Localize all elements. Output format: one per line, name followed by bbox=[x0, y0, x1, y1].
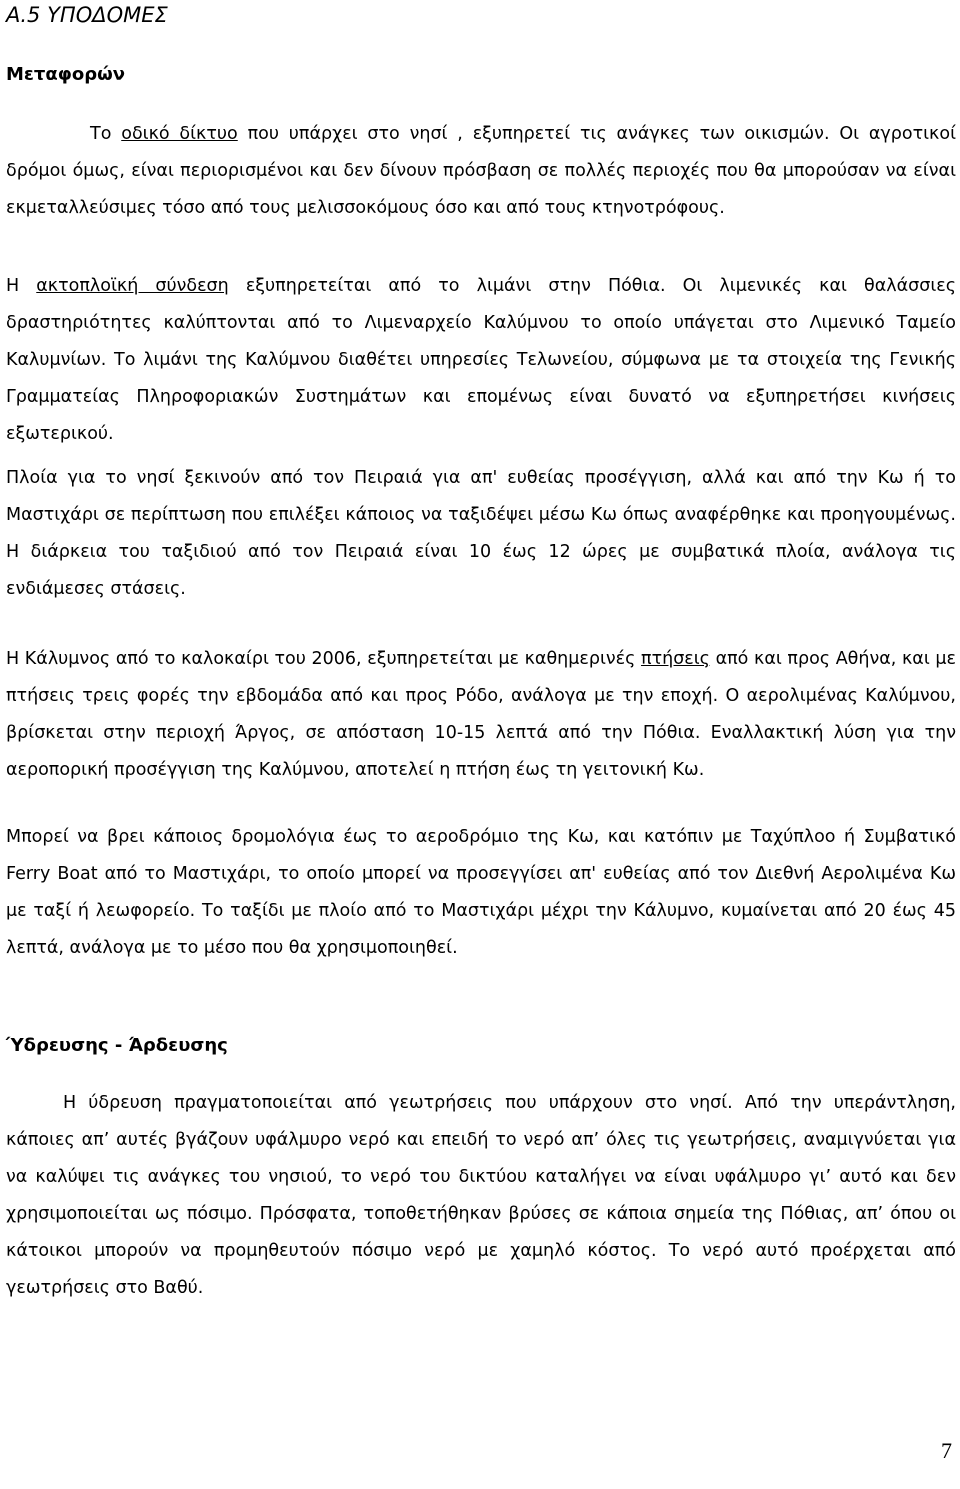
paragraph-text: Το bbox=[90, 124, 122, 144]
transport-paragraph-ferry-connection bbox=[6, 268, 956, 453]
paragraph-text: Η bbox=[6, 276, 37, 296]
flights-link[interactable]: πτήσεις bbox=[641, 649, 710, 669]
transport-paragraph-ships: Πλοία για το νησί ξεκινούν από τον Πειραιά για απ' ευθείας προσέγγιση, αλλά και από την Κω ή το Μαστιχάρι σε περίπτωση που επιλέξει κάποιος να ταξιδέψει μέσω Κω όπως αναφέρθηκε και προηγουμένως. Η διάρκεια του ταξιδιού από τον Πειραιά είναι 10 έως 12 ώρες με συμβατικά πλοία, ανάλογα τις ενδιάμεσες στάσεις. bbox=[6, 468, 956, 599]
road-network-link[interactable]: οδικό δίκτυο bbox=[121, 124, 238, 144]
paragraph-text: εξυπηρετείται από το λιμάνι στην Πόθια. Οι λιμενικές και θαλάσσιες δραστηριότητες καλύπτονται από το Λιμεναρχείο Καλύμνου το οποίο υπάγεται στο Λιμενικό Ταμείο Καλυμνίων. Το λιμάνι της Καλύμνου διαθέτει υπηρεσίες Τελωνείου, σύμφωνα με τα στοιχεία της Γενικής Γραμματείας Πληροφοριακών Συστημάτων και επομένως είναι δυνατό να εξυπηρετήσει κινήσεις εξωτερικού. bbox=[6, 276, 956, 444]
paragraph-text: Η Κάλυμνος από το καλοκαίρι του 2006, εξυπηρετείται με καθημερινές bbox=[6, 649, 642, 669]
paragraph-text: από και προς Αθήνα, και με πτήσεις τρεις φορές την εβδομάδα από και προς Ρόδο, ανάλογα με την εποχή. Ο αερολιμένας Καλύμνου, βρίσκεται στην περιοχή Άργος, σε απόσταση 10-15 λεπτά από την Πόθια. Εναλλακτική λύση για την αεροπορική προσέγγιση της Καλύμνου, αποτελεί η πτήση έως τη γειτονική Κω. bbox=[6, 649, 956, 780]
ferry-connection-link[interactable]: ακτοπλοϊκή σύνδεση bbox=[36, 276, 229, 296]
transport-paragraph-road-network bbox=[6, 116, 956, 227]
transport-paragraph-kos-route: Μπορεί να βρει κάποιος δρομολόγια έως το αεροδρόμιο της Κω, και κατόπιν με Ταχύπλοο ή Συμβατικό Ferry Boat από το Μαστιχάρι, το οποίο μπορεί να προσεγγίσει απ' ευθείας από τον Διεθνή Αερολιμένα Κω με ταξί ή λεωφορείο. Το ταξίδι με πλοίο από το Μαστιχάρι μέχρι την Κάλυμνο, κυμαίνεται από 20 έως 45 λεπτά, ανάλογα με το μέσο που θα χρησιμοποιηθεί. bbox=[6, 827, 956, 958]
page-number: 7 bbox=[941, 1438, 952, 1463]
transport-paragraph-flights bbox=[6, 641, 956, 789]
paragraph-text: που υπάρχει στο νησί , εξυπηρετεί τις ανάγκες των οικισμών. Οι αγροτικοί δρόμοι όμως, είναι περιορισμένοι και δεν δίνουν πρόσβαση σε πολλές περιοχές που θα μπορούσαν να είναι εκμεταλλεύσιμες τόσο από τους μελισσοκόμους όσο και από τους κτηνοτρόφους. bbox=[6, 124, 956, 218]
section-title: Α.5 ΥΠΟΔΟΜΕΣ bbox=[6, 3, 168, 27]
water-heading: Ύδρευσης - Άρδευσης bbox=[6, 1035, 228, 1056]
water-paragraph: Η ύδρευση πραγματοποιείται από γεωτρήσεις που υπάρχουν στο νησί. Από την υπεράντληση, κάποιες απ’ αυτές βγάζουν υφάλμυρο νερό και επειδή το νερό απ’ όλες τις γεωτρήσεις, αναμιγνύεται για να καλύψει τις ανάγκες του νησιού, το νερό του δικτύου καταλήγει να είναι υφάλμυρο γι’ αυτό και δεν χρησιμοποιείται ως πόσιμο. Πρόσφατα, τοποθετήθηκαν βρύσες σε κάποια σημεία της Πόθιας, απ’ όπου οι κάτοικοι μπορούν να προμηθευτούν πόσιμο νερό με χαμηλό κόστος. Το νερό αυτό προέρχεται από γεωτρήσεις στο Βαθύ. bbox=[6, 1093, 956, 1298]
transport-heading: Μεταφορών bbox=[6, 64, 126, 85]
